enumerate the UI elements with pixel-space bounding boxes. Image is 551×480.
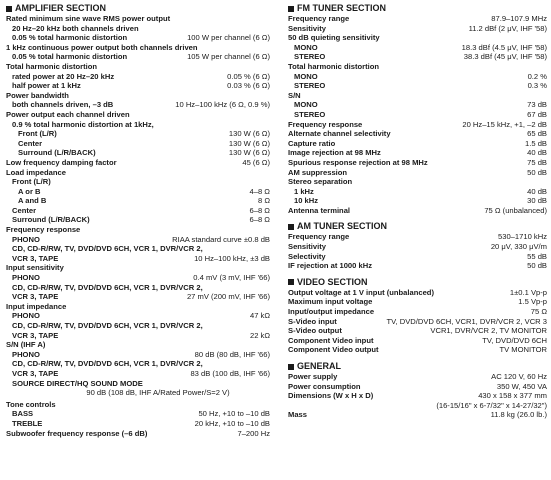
spec-label: Alternate channel selectivity [288,129,391,139]
spec-label: Spurious response rejection at 98 MHz [288,157,428,167]
spec-value: 18.3 dBf (4.5 μV, IHF '58) [461,42,547,52]
spec-value: 530–1710 kHz [498,232,547,242]
spec-row [288,242,547,252]
spec-label: PHONO [12,311,40,321]
spec-value: VCR1, DVR/VCR 2, TV MONITOR [430,326,547,336]
spec-label: STEREO [294,81,326,91]
spec-value: 67 dB [527,109,547,119]
spec-label: Surround (L/R/BACK) [12,215,90,225]
spec-row [288,391,547,401]
spec-label: S-Video output [288,326,342,336]
spec-label: Front (L/R) [18,129,57,139]
spec-row [6,100,270,110]
spec-row [6,429,270,439]
spec-group-label: CD, CD-R/RW, TV, DVD/DVD 6CH, VCR 1, DVR/VCR 2, [12,244,203,254]
spec-row [6,254,270,264]
spec-row [6,331,270,341]
spec-value: 27 mV (200 mV, IHF '66) [186,292,270,302]
section-heading [288,221,547,232]
spec-value: 75 Ω [530,307,547,317]
spec-group-label: Frequency response [6,225,81,235]
spec-value: 10 Hz–100 kHz (6 Ω, 0.9 %) [175,100,270,110]
spec-label: A or B [18,186,41,196]
spec-label: Center [12,205,37,215]
spec-value: 50 dB [527,261,547,271]
spec-label: TREBLE [12,418,43,428]
spec-label: MONO [294,42,318,52]
spec-value: 130 W (6 Ω) [228,129,270,139]
spec-row [288,168,547,178]
spec-value: 87.9–107.9 MHz [491,14,547,23]
spec-value: 65 dB [527,129,547,139]
section-heading [6,3,270,14]
spec-label: Output voltage at 1 V input (unbalanced) [288,287,434,297]
spec-label: rated power at 20 Hz–20 kHz [12,71,115,81]
spec-value: 105 W per channel (6 Ω) [187,52,270,62]
spec-row [288,297,547,307]
spec-label: Power consumption [288,381,361,391]
spec-value: 10 Hz–100 kHz, ±3 dB [194,253,270,263]
spec-row [288,100,547,110]
spec-value: TV MONITOR [499,345,547,355]
spec-label: Mass [288,410,307,420]
spec-value: 40 dB [527,148,547,158]
spec-label: Image rejection at 98 MHz [288,148,381,158]
spec-row [6,158,270,168]
spec-label: PHONO [12,349,40,359]
spec-row [288,317,547,327]
spec-row [6,81,270,91]
spec-label: Surround (L/R/BACK) [18,148,96,158]
spec-label: PHONO [12,234,40,244]
spec-value: 6–8 Ω [249,215,270,225]
spec-row [288,43,547,53]
section-heading [288,361,547,372]
spec-row [6,369,270,379]
spec-value: 0.03 % (6 Ω) [227,81,270,91]
spec-label: Selectivity [288,251,326,261]
spec-value: TV, DVD/DVD 6CH, VCR1, DVR/VCR 2, VCR 3 [386,316,547,326]
spec-row [288,72,547,82]
spec-row [288,382,547,392]
spec-value: 130 W (6 Ω) [228,148,270,158]
spec-value: 11.8 kg (26.0 lb.) [490,410,547,420]
spec-label: MONO [294,100,318,110]
spec-row [288,81,547,91]
spec-label: both channels driven, –3 dB [12,100,114,110]
spec-label: Center [18,138,43,148]
spec-group-label: Power bandwidth [6,90,69,100]
section-title: AM TUNER SECTION [297,221,387,232]
spec-row [288,139,547,149]
spec-value-line: (16-15/16" x 6-7/32" x 14-27/32") [436,400,547,410]
amplifier-spec-column [6,3,270,438]
spec-group-label: CD, CD-R/RW, TV, DVD/DVD 6CH, VCR 1, DVR/VCR 2, [12,359,203,369]
spec-value: 11.2 dBf (2 μV, IHF '58) [468,23,547,33]
spec-value: 20 Hz–15 kHz, +1, –2 dB [462,119,547,129]
spec-row [288,410,547,420]
spec-value: 8 Ω [257,196,270,206]
spec-group-label: 1 kHz continuous power output both channels driven [6,42,198,52]
spec-row [6,52,270,62]
section-heading [288,3,547,14]
section-bullet-icon [288,364,294,370]
spec-label: MONO [294,71,318,81]
spec-group-label: S/N (IHF A) [6,340,46,350]
spec-value-line: 90 dB (108 dB, IHF A/Rated Power/S=2 V) [86,388,230,398]
spec-value: 47 kΩ [249,311,270,321]
spec-row [6,196,270,206]
spec-label: Maximum input voltage [288,297,373,307]
spec-label: VCR 3, TAPE [12,292,59,302]
spec-label: AM suppression [288,167,348,177]
spec-group-label: SOURCE DIRECT/HQ SOUND MODE [12,378,143,388]
spec-row [6,139,270,149]
spec-row [288,24,547,34]
spec-value: 45 (6 Ω) [242,157,270,167]
spec-label: Dimensions (W x H x D) [288,391,374,401]
spec-label: VCR 3, TAPE [12,368,59,378]
spec-row [6,206,270,216]
spec-value: 20 kHz, +10 to –10 dB [194,418,270,428]
spec-value: 6–8 Ω [249,205,270,215]
spec-row [288,196,547,206]
spec-row [6,311,270,321]
spec-group-label: Total harmonic distortion [6,61,97,71]
spec-value: RIAA standard curve ±0.8 dB [172,234,270,244]
spec-row [288,261,547,271]
spec-label: Component Video input [288,335,374,345]
spec-row [6,292,270,302]
spec-row [288,252,547,262]
spec-value: 0.4 mV (3 mV, IHF '66) [193,273,270,283]
spec-row [6,409,270,419]
spec-row [288,345,547,355]
spec-row [288,52,547,62]
spec-row [6,148,270,158]
spec-group-label: Total harmonic distortion [288,61,379,71]
section-title: FM TUNER SECTION [297,3,386,13]
spec-row [6,72,270,82]
spec-label: Frequency response [288,119,363,129]
spec-row [288,206,547,216]
spec-label: Subwoofer frequency response (–6 dB) [6,428,148,438]
spec-value: 30 dB [527,196,547,206]
spec-label: 1 kHz [294,186,314,196]
spec-label: IF rejection at 1000 kHz [288,261,372,271]
spec-value: 38.3 dBf (45 μV, IHF '58) [463,52,547,62]
spec-label: half power at 1 kHz [12,81,81,91]
spec-row [288,187,547,197]
spec-row [6,419,270,429]
section-bullet-icon [288,279,294,285]
spec-label: 0.05 % total harmonic distortion [12,52,128,62]
spec-label: PHONO [12,273,40,283]
spec-label: BASS [12,409,34,419]
spec-row [6,187,270,197]
spec-row [6,129,270,139]
spec-value: 0.2 % [527,71,547,81]
spec-value: 20 μV, 330 μV/m [490,242,547,252]
spec-value: AC 120 V, 60 Hz [491,372,547,381]
spec-group-label: 0.9 % total harmonic distortion at 1kHz, [12,119,154,129]
spec-group-label: CD, CD-R/RW, TV, DVD/DVD 6CH, VCR 1, DVR/VCR 2, [12,321,203,330]
spec-row [288,158,547,168]
spec-value: 50 dB [527,167,547,177]
spec-label: STEREO [294,52,326,62]
spec-value: 75 dB [527,157,547,167]
spec-value: 55 dB [527,251,547,261]
spec-label: STEREO [294,109,326,119]
spec-label: Power supply [288,372,338,381]
spec-group-label: Tone controls [6,399,56,409]
spec-group-label: Stereo separation [288,177,353,187]
spec-group-label: 50 dB quieting sensitivity [288,33,380,43]
spec-label: 10 kHz [294,196,319,206]
spec-group-label: CD, CD-R/RW, TV, DVD/DVD 6CH, VCR 1, DVR/VCR 2, [12,282,203,292]
spec-label: Sensitivity [288,242,326,252]
spec-value: 73 dB [527,100,547,110]
spec-row [288,148,547,158]
spec-label: A and B [18,196,47,206]
spec-row [288,120,547,130]
spec-row [288,129,547,139]
spec-label: VCR 3, TAPE [12,330,59,340]
spec-label: Component Video output [288,345,379,355]
spec-row [6,273,270,283]
spec-row [288,14,547,24]
spec-group-label: Input impedance [6,301,67,311]
spec-row [288,110,547,120]
spec-value: 83 dB (100 dB, IHF '66) [190,368,270,378]
spec-label: Frequency range [288,14,350,23]
spec-row [288,372,547,382]
spec-value: 350 W, 450 VA [496,381,547,391]
section-title: VIDEO SECTION [297,276,368,287]
spec-value: 0.05 % (6 Ω) [227,71,270,81]
spec-group-label: 20 Hz–20 kHz both channels driven [12,23,139,33]
spec-label: Capture ratio [288,138,336,148]
spec-row [6,33,270,43]
section-bullet-icon [288,224,294,230]
spec-group-label: Rated minimum sine wave RMS power output [6,14,171,23]
spec-label: Low frequency damping factor [6,157,117,167]
spec-label: S-Video input [288,316,337,326]
spec-value: 1.5 Vp-p [518,297,547,307]
spec-value: 7–200 Hz [237,428,270,438]
spec-label: Sensitivity [288,23,326,33]
spec-value: 0.3 % [527,81,547,91]
section-bullet-icon [6,6,12,12]
spec-value: 1±0.1 Vp-p [509,287,547,297]
section-bullet-icon [288,6,294,12]
spec-row [6,235,270,245]
spec-label: Input/output impedance [288,307,375,317]
spec-value: 1.5 dB [525,138,547,148]
spec-value: 50 Hz, +10 to –10 dB [198,409,270,419]
section-title: GENERAL [297,361,342,371]
spec-label: VCR 3, TAPE [12,253,59,263]
spec-group-label: S/N [288,90,301,100]
spec-value: 430 x 158 x 377 mm [478,391,547,401]
spec-value: 80 dB (80 dB, IHF '66) [194,349,270,359]
spec-group-label: Power output each channel driven [6,109,130,119]
spec-label: Frequency range [288,232,350,242]
spec-value: 4–8 Ω [249,186,270,196]
spec-value: 130 W (6 Ω) [228,138,270,148]
spec-group-label: Front (L/R) [12,177,51,187]
spec-label: 0.05 % total harmonic distortion [12,33,128,43]
spec-value: 100 W per channel (6 Ω) [187,33,270,43]
spec-value: 75 Ω (unbalanced) [484,205,547,215]
spec-value: 40 dB [527,186,547,196]
spec-row [288,288,547,298]
spec-row [288,307,547,317]
tuner-video-general-spec-column [288,3,547,420]
spec-row [6,215,270,225]
spec-group-label: Load impedance [6,167,66,177]
section-title: AMPLIFIER SECTION [15,3,107,13]
spec-value: 22 kΩ [249,330,270,340]
spec-row [288,336,547,346]
spec-value: TV, DVD/DVD 6CH [482,335,547,345]
spec-row [6,350,270,360]
spec-label: Antenna terminal [288,205,351,215]
section-heading [288,277,547,288]
spec-row [288,326,547,336]
spec-group-label: Input sensitivity [6,263,64,273]
spec-row [288,232,547,242]
